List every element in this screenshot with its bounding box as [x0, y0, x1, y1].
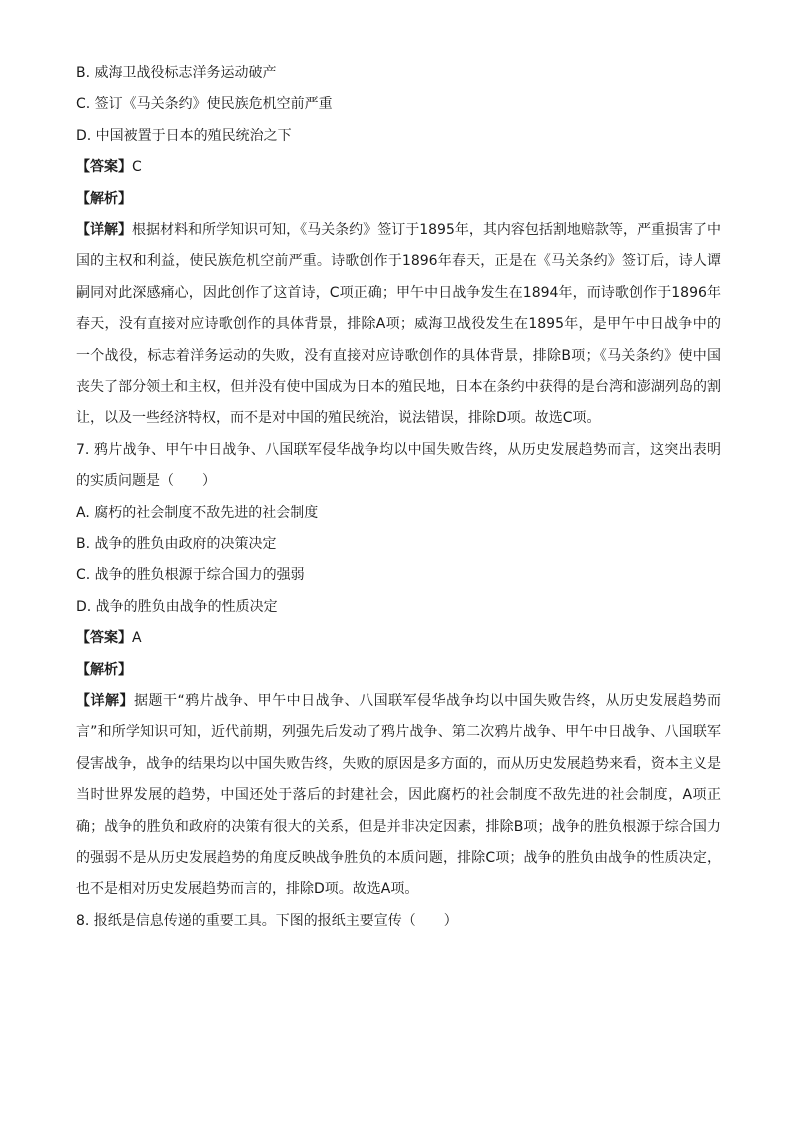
q8-stem: 8. 报纸是信息传递的重要工具。下图的报纸主要宣传（ ）	[76, 912, 458, 929]
q7-analysis-heading	[76, 655, 721, 686]
q6-answer	[76, 152, 721, 183]
q7-detail	[76, 686, 721, 906]
q6-analysis-tag: 【解析】	[76, 190, 132, 207]
q6-detail-tag: 【详解】	[76, 221, 133, 238]
q7-detail-text: 据题干“鸦片战争、甲午中日战争、八国联军侵华战争均以中国失败告终，从历史发展趋势而言”和所学知识可知，近代前期，列强先后发动了鸦片战争、第二次鸦片战争、甲午中日战争、八国联军侵害战争，战争的结果均以中国失败告终，失败的原因是多方面的，而从历史发展趋势来看，资本主义是当时世界发展的趋势，中国还处于落后的封建社会，因此腐朽的社会制度不敌先进的社会制度，A项正确；战争的胜负和政府的决策有很大的关系，但是并非决定因素，排除B项；战争的胜负根源于综合国力的强弱不是从历史发展趋势的角度反映战争胜负的本质问题，排除C项；战争的胜负由战争的性质决定，也不是相对历史发展趋势而言的，排除D项。故选A项。	[76, 692, 721, 898]
q7-answer-value: A	[132, 630, 142, 647]
q7-answer-tag: 【答案】	[76, 630, 132, 647]
q6-detail-text: 根据材料和所学知识可知，《马关条约》签订于1895年，其内容包括割地赔款等，严重损害了中国的主权和利益，使民族危机空前严重。诗歌创作于1896年春天，正是在《马关条约》签订后，诗人谭嗣同对此深感痛心，因此创作了这首诗，C项正确；甲午中日战争发生在1894年，而诗歌创作于1896年春天，没有直接对应诗歌创作的具体背景，排除A项；威海卫战役发生在1895年，是甲午中日战争中的一个战役，标志着洋务运动的失败，没有直接对应诗歌创作的具体背景，排除B项；《马关条约》使中国丧失了部分领土和主权，但并没有使中国成为日本的殖民地，日本在条约中获得的是台湾和澎湖列岛的割让，以及一些经济特权，而不是对中国的殖民统治，说法错误，排除D项。故选C项。	[76, 221, 722, 427]
q6-option-d: D. 中国被置于日本的殖民统治之下	[76, 127, 292, 144]
q7-detail-tag: 【详解】	[76, 692, 134, 709]
q6-option-b: B. 威海卫战役标志洋务运动破产	[76, 65, 277, 81]
q6-answer-value: C	[132, 159, 142, 176]
q7-option-d: D. 战争的胜负由战争的性质决定	[76, 598, 278, 615]
q6-option-c: C. 签订《马关条约》使民族危机空前严重	[76, 96, 333, 113]
q6-answer-tag: 【答案】	[76, 159, 132, 176]
document-page	[76, 58, 721, 937]
q7-analysis-tag: 【解析】	[76, 661, 132, 678]
q7-option-a: A. 腐朽的社会制度不敌先进的社会制度	[76, 504, 319, 521]
q6-analysis-heading	[76, 184, 721, 215]
q7-stem: 7. 鸦片战争、甲午中日战争、八国联军侵华战争均以中国失败告终，从历史发展趋势而言，这突出表明的实质问题是（ ）	[76, 441, 721, 490]
q7-answer	[76, 623, 721, 654]
q7-option-c: C. 战争的胜负根源于综合国力的强弱	[76, 567, 305, 584]
q6-detail	[76, 215, 721, 435]
q7-option-b: B. 战争的胜负由政府的决策决定	[76, 536, 277, 552]
